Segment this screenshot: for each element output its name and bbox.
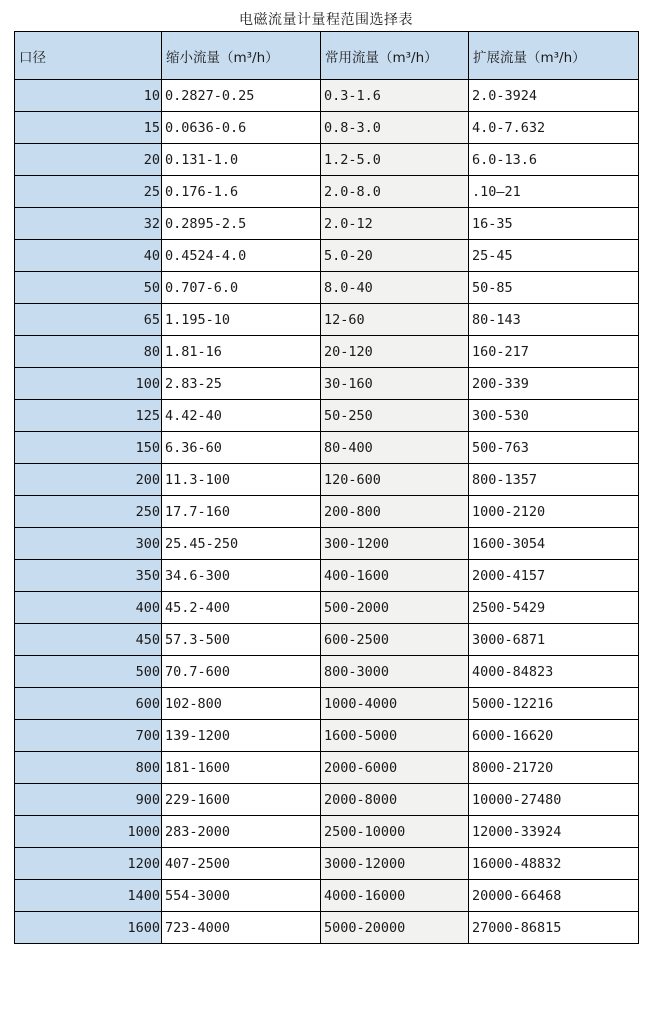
table-cell-diameter: 250 [15, 496, 162, 528]
table-cell-extended-flow: 16000-48832 [469, 848, 639, 880]
table-cell-diameter: 1400 [15, 880, 162, 912]
table-cell-reduced-flow: 2.83-25 [162, 368, 321, 400]
table-cell-common-flow: 3000-12000 [321, 848, 469, 880]
table-cell-common-flow: 8.0-40 [321, 272, 469, 304]
table-cell-reduced-flow: 17.7-160 [162, 496, 321, 528]
table-cell-diameter: 10 [15, 80, 162, 112]
table-cell-common-flow: 12-60 [321, 304, 469, 336]
table-cell-common-flow: 5.0-20 [321, 240, 469, 272]
table-cell-extended-flow: 6.0-13.6 [469, 144, 639, 176]
table-row [15, 80, 639, 112]
table-row [15, 112, 639, 144]
table-cell-common-flow: 30-160 [321, 368, 469, 400]
table-cell-extended-flow: 50-85 [469, 272, 639, 304]
table-cell-extended-flow: 10000-27480 [469, 784, 639, 816]
table-cell-diameter: 200 [15, 464, 162, 496]
table-cell-reduced-flow: 25.45-250 [162, 528, 321, 560]
table-cell-reduced-flow: 554-3000 [162, 880, 321, 912]
column-header-diameter: 口径 [15, 32, 162, 80]
table-row [15, 816, 639, 848]
table-cell-diameter: 800 [15, 752, 162, 784]
table-cell-common-flow: 1600-5000 [321, 720, 469, 752]
table-cell-common-flow: 500-2000 [321, 592, 469, 624]
table-cell-diameter: 50 [15, 272, 162, 304]
table-cell-reduced-flow: 0.176-1.6 [162, 176, 321, 208]
table-cell-reduced-flow: 283-2000 [162, 816, 321, 848]
table-row [15, 656, 639, 688]
table-cell-diameter: 350 [15, 560, 162, 592]
table-cell-common-flow: 80-400 [321, 432, 469, 464]
table-row [15, 784, 639, 816]
table-cell-extended-flow: 6000-16620 [469, 720, 639, 752]
table-row [15, 176, 639, 208]
page-title: 电磁流量计量程范围选择表 [239, 12, 413, 28]
column-header-reduced-flow: 缩小流量（m³/h） [162, 32, 321, 80]
table-cell-extended-flow: 16-35 [469, 208, 639, 240]
table-cell-reduced-flow: 407-2500 [162, 848, 321, 880]
table-cell-common-flow: 50-250 [321, 400, 469, 432]
table-row [15, 368, 639, 400]
table-cell-common-flow: 20-120 [321, 336, 469, 368]
flow-range-table [14, 31, 639, 944]
table-cell-reduced-flow: 11.3-100 [162, 464, 321, 496]
table-row [15, 336, 639, 368]
table-cell-extended-flow: 3000-6871 [469, 624, 639, 656]
table-cell-extended-flow: 20000-66468 [469, 880, 639, 912]
table-cell-diameter: 700 [15, 720, 162, 752]
table-row [15, 400, 639, 432]
table-row [15, 464, 639, 496]
table-cell-extended-flow: 200-339 [469, 368, 639, 400]
table-cell-reduced-flow: 34.6-300 [162, 560, 321, 592]
table-cell-reduced-flow: 0.2895-2.5 [162, 208, 321, 240]
table-cell-extended-flow: 2.0-3924 [469, 80, 639, 112]
table-cell-reduced-flow: 0.2827-0.25 [162, 80, 321, 112]
table-cell-reduced-flow: 0.4524-4.0 [162, 240, 321, 272]
table-cell-diameter: 300 [15, 528, 162, 560]
table-row [15, 240, 639, 272]
table-row [15, 624, 639, 656]
table-row [15, 848, 639, 880]
table-cell-extended-flow: 25-45 [469, 240, 639, 272]
table-cell-extended-flow: 8000-21720 [469, 752, 639, 784]
table-row [15, 880, 639, 912]
table-cell-common-flow: 0.8-3.0 [321, 112, 469, 144]
table-row [15, 720, 639, 752]
table-cell-diameter: 25 [15, 176, 162, 208]
table-cell-diameter: 1600 [15, 912, 162, 944]
table-cell-diameter: 1000 [15, 816, 162, 848]
table-cell-diameter: 40 [15, 240, 162, 272]
table-cell-reduced-flow: 57.3-500 [162, 624, 321, 656]
table-cell-reduced-flow: 6.36-60 [162, 432, 321, 464]
table-cell-common-flow: 4000-16000 [321, 880, 469, 912]
table-cell-common-flow: 400-1600 [321, 560, 469, 592]
table-row [15, 496, 639, 528]
table-cell-extended-flow: 500-763 [469, 432, 639, 464]
table-cell-common-flow: 300-1200 [321, 528, 469, 560]
table-row [15, 208, 639, 240]
table-cell-common-flow: 2500-10000 [321, 816, 469, 848]
table-cell-diameter: 150 [15, 432, 162, 464]
table-cell-extended-flow: 12000-33924 [469, 816, 639, 848]
table-cell-diameter: 20 [15, 144, 162, 176]
column-header-common-flow: 常用流量（m³/h） [321, 32, 469, 80]
table-row [15, 592, 639, 624]
table-cell-diameter: 450 [15, 624, 162, 656]
table-cell-diameter: 15 [15, 112, 162, 144]
table-cell-reduced-flow: 1.195-10 [162, 304, 321, 336]
table-cell-diameter: 32 [15, 208, 162, 240]
table-cell-extended-flow: 4000-84823 [469, 656, 639, 688]
table-cell-common-flow: 800-3000 [321, 656, 469, 688]
table-cell-extended-flow: 160-217 [469, 336, 639, 368]
table-cell-reduced-flow: 723-4000 [162, 912, 321, 944]
table-cell-diameter: 900 [15, 784, 162, 816]
table-cell-reduced-flow: 4.42-40 [162, 400, 321, 432]
table-cell-diameter: 600 [15, 688, 162, 720]
table-cell-extended-flow: 2000-4157 [469, 560, 639, 592]
table-row [15, 272, 639, 304]
table-cell-reduced-flow: 229-1600 [162, 784, 321, 816]
table-cell-common-flow: 5000-20000 [321, 912, 469, 944]
table-cell-reduced-flow: 0.707-6.0 [162, 272, 321, 304]
table-row [15, 528, 639, 560]
table-cell-reduced-flow: 70.7-600 [162, 656, 321, 688]
table-cell-diameter: 500 [15, 656, 162, 688]
table-cell-extended-flow: 80-143 [469, 304, 639, 336]
table-cell-common-flow: 2000-8000 [321, 784, 469, 816]
table-cell-diameter: 1200 [15, 848, 162, 880]
table-cell-common-flow: 600-2500 [321, 624, 469, 656]
table-cell-reduced-flow: 0.131-1.0 [162, 144, 321, 176]
table-cell-reduced-flow: 1.81-16 [162, 336, 321, 368]
table-cell-extended-flow: 800-1357 [469, 464, 639, 496]
table-cell-extended-flow: .10—21 [469, 176, 639, 208]
table-cell-extended-flow: 1600-3054 [469, 528, 639, 560]
table-cell-common-flow: 2000-6000 [321, 752, 469, 784]
table-row [15, 752, 639, 784]
table-row [15, 304, 639, 336]
table-cell-common-flow: 1000-4000 [321, 688, 469, 720]
table-cell-diameter: 65 [15, 304, 162, 336]
table-row [15, 432, 639, 464]
table-cell-common-flow: 2.0-12 [321, 208, 469, 240]
table-row [15, 688, 639, 720]
table-cell-diameter: 100 [15, 368, 162, 400]
table-cell-extended-flow: 1000-2120 [469, 496, 639, 528]
table-cell-extended-flow: 4.0-7.632 [469, 112, 639, 144]
table-row [15, 560, 639, 592]
table-cell-common-flow: 200-800 [321, 496, 469, 528]
table-cell-common-flow: 2.0-8.0 [321, 176, 469, 208]
table-cell-diameter: 80 [15, 336, 162, 368]
column-header-extended-flow: 扩展流量（m³/h） [469, 32, 639, 80]
table-cell-common-flow: 1.2-5.0 [321, 144, 469, 176]
table-cell-diameter: 400 [15, 592, 162, 624]
table-cell-reduced-flow: 0.0636-0.6 [162, 112, 321, 144]
table-cell-reduced-flow: 181-1600 [162, 752, 321, 784]
table-row [15, 144, 639, 176]
table-cell-extended-flow: 300-530 [469, 400, 639, 432]
table-cell-extended-flow: 27000-86815 [469, 912, 639, 944]
table-cell-diameter: 125 [15, 400, 162, 432]
table-cell-extended-flow: 5000-12216 [469, 688, 639, 720]
table-header-row [15, 32, 639, 80]
table-cell-reduced-flow: 139-1200 [162, 720, 321, 752]
table-cell-extended-flow: 2500-5429 [469, 592, 639, 624]
table-cell-common-flow: 120-600 [321, 464, 469, 496]
table-cell-reduced-flow: 45.2-400 [162, 592, 321, 624]
table-row [15, 912, 639, 944]
table-cell-reduced-flow: 102-800 [162, 688, 321, 720]
table-cell-common-flow: 0.3-1.6 [321, 80, 469, 112]
